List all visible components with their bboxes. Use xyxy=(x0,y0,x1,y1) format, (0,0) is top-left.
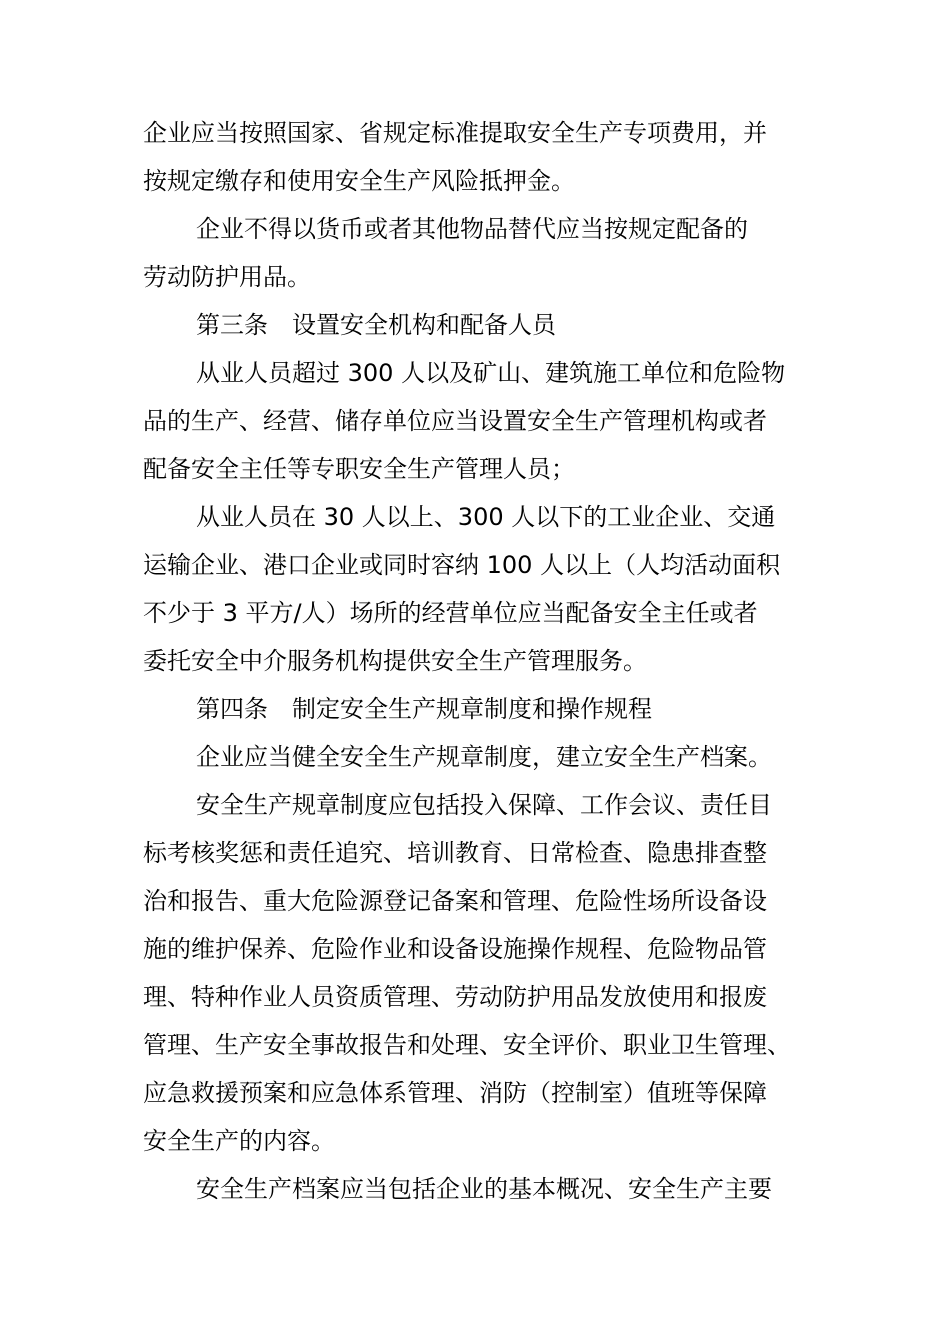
paragraph-line: 安全生产的内容。 xyxy=(143,1127,335,1155)
paragraph-line: 配备安全主任等专职安全生产管理人员； xyxy=(143,455,575,483)
article-heading: 第四条 制定安全生产规章制度和操作规程 xyxy=(196,695,652,723)
paragraph-line: 企业应当健全安全生产规章制度，建立安全生产档案。 xyxy=(196,743,772,771)
paragraph-line: 委托安全中介服务机构提供安全生产管理服务。 xyxy=(143,647,647,675)
paragraph-line: 按规定缴存和使用安全生产风险抵押金。 xyxy=(143,167,575,195)
paragraph-line: 企业不得以货币或者其他物品替代应当按规定配备的 xyxy=(196,215,748,243)
paragraph-line: 安全生产规章制度应包括投入保障、工作会议、责任目 xyxy=(196,791,772,819)
paragraph-line: 治和报告、重大危险源登记备案和管理、危险性场所设备设 xyxy=(143,887,767,915)
paragraph-line: 安全生产档案应当包括企业的基本概况、安全生产主要 xyxy=(196,1175,772,1203)
paragraph-line: 运输企业、港口企业或同时容纳 100 人以上（人均活动面积 xyxy=(143,551,781,579)
paragraph-line: 企业应当按照国家、省规定标准提取安全生产专项费用，并 xyxy=(143,119,767,147)
paragraph-line: 施的维护保养、危险作业和设备设施操作规程、危险物品管 xyxy=(143,935,767,963)
paragraph-line: 管理、生产安全事故报告和处理、安全评价、职业卫生管理、 xyxy=(143,1031,791,1059)
paragraph-line: 劳动防护用品。 xyxy=(143,263,311,291)
paragraph-line: 从业人员超过 300 人以及矿山、建筑施工单位和危险物 xyxy=(196,359,786,387)
paragraph-line: 标考核奖惩和责任追究、培训教育、日常检查、隐患排查整 xyxy=(143,839,767,867)
article-heading: 第三条 设置安全机构和配备人员 xyxy=(196,311,556,339)
paragraph-line: 不少于 3 平方/人）场所的经营单位应当配备安全主任或者 xyxy=(143,599,758,627)
paragraph-line: 应急救援预案和应急体系管理、消防（控制室）值班等保障 xyxy=(143,1079,767,1107)
paragraph-line: 品的生产、经营、储存单位应当设置安全生产管理机构或者 xyxy=(143,407,767,435)
paragraph-line: 从业人员在 30 人以上、300 人以下的工业企业、交通 xyxy=(196,503,776,531)
paragraph-line: 理、特种作业人员资质管理、劳动防护用品发放使用和报废 xyxy=(143,983,767,1011)
